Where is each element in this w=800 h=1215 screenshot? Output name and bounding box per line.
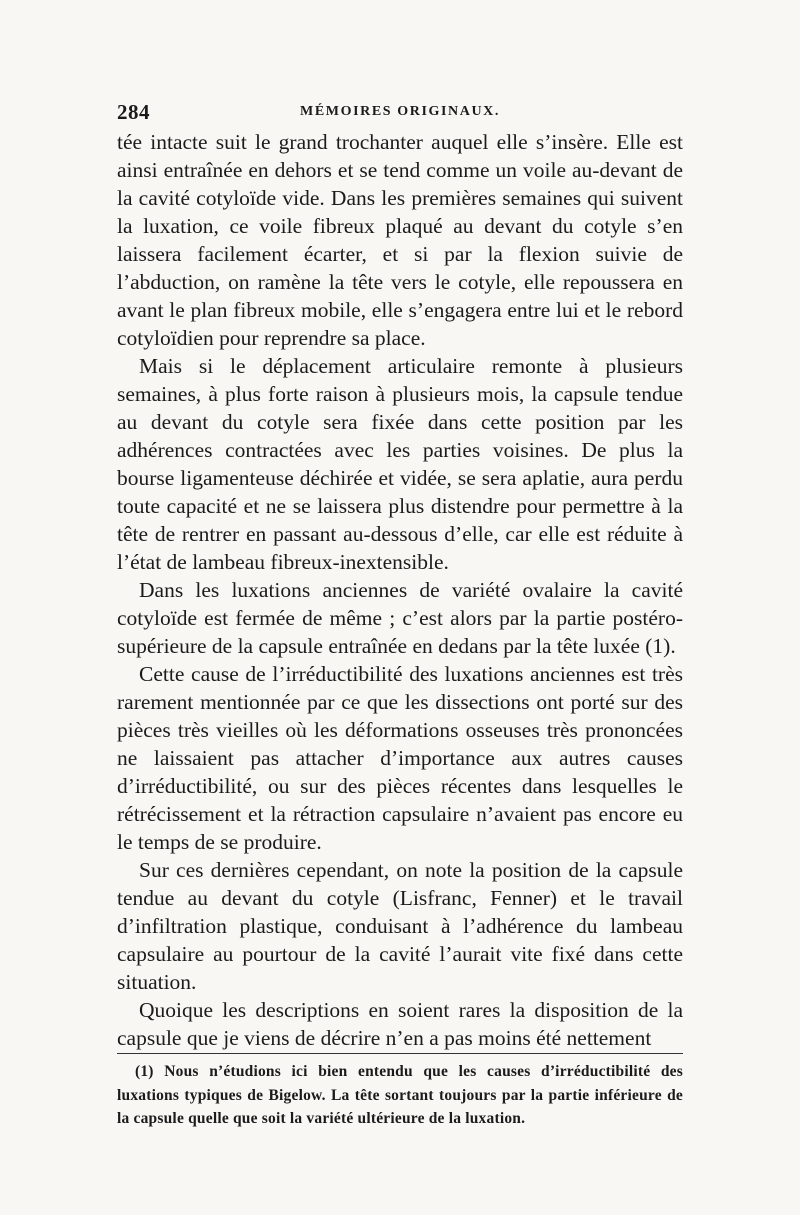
paragraph: Sur ces dernières cependant, on note la position de la capsule tendue au devant du cotyle (Lisfranc, Fenner) et le travail d’infiltration plastique, conduisant à l’adhérence du lambeau capsulaire au pourtour de la cavité l’aurait vite fixé dans cette situation. [117,858,683,994]
paragraph: Dans les luxations anciennes de variété ovalaire la cavité cotyloïde est fermée de même ; c’est alors par la partie postéro-supérieure de la capsule entraînée en dedans par la tête luxée (1). [117,578,683,658]
paragraph: tée intacte suit le grand trochanter auquel elle s’insère. Elle est ainsi entraînée en dehors et se tend comme un voile au-devant de la cavité cotyloïde vide. Dans les premières semaines qui suivent la luxation, ce voile fibreux plaqué au devant du cotyle s’en laissera facilement écarter, et si par la flexion suivie de l’abduction, on ramène la tête vers le cotyle, elle repoussera en avant le plan fibreux mobile, elle s’engagera entre lui et le rebord cotyloïdien pour reprendre sa place. [117,130,683,350]
body-text [117,128,683,1052]
footnote: (1) Nous n’étudions ici bien entendu que les causes d’irréductibilité des luxations typiques de Bigelow. La tête sortant toujours par la partie inférieure de la capsule quelle que soit la variété ultérieure de la luxation. [117,1063,683,1127]
paragraph: Cette cause de l’irréductibilité des luxations anciennes est très rarement mentionnée par ce que les dissections ont porté sur des pièces très vieilles où les déformations osseuses très prononcées ne laissaient pas attacher d’importance aux autres causes d’irréductibilité, ou sur des pièces récentes dans lesquelles le rétrécissement et la rétraction capsulaire n’avaient pas encore eu le temps de se produire. [117,662,683,854]
running-title: MÉMOIRES ORIGINAUX. [300,104,500,119]
page-number: 284 [117,100,150,124]
paragraph: Mais si le déplacement articulaire remonte à plusieurs semaines, à plus forte raison à plusieurs mois, la capsule tendue au devant du cotyle sera fixée dans cette position par les adhérences contractées avec les parties voisines. De plus la bourse ligamenteuse déchirée et vidée, se sera aplatie, aura perdu toute capacité et ne se laissera plus distendre pour permettre à la tête de rentrer en passant au-dessous d’elle, car elle est réduite à l’état de lambeau fibreux-inextensible. [117,354,683,574]
footnotes [117,1060,683,1131]
page-header [117,100,683,126]
footnote-divider [117,1053,683,1054]
paragraph: Quoique les descriptions en soient rares la disposition de la capsule que je viens de décrire n’en a pas moins été nettement [117,998,683,1050]
